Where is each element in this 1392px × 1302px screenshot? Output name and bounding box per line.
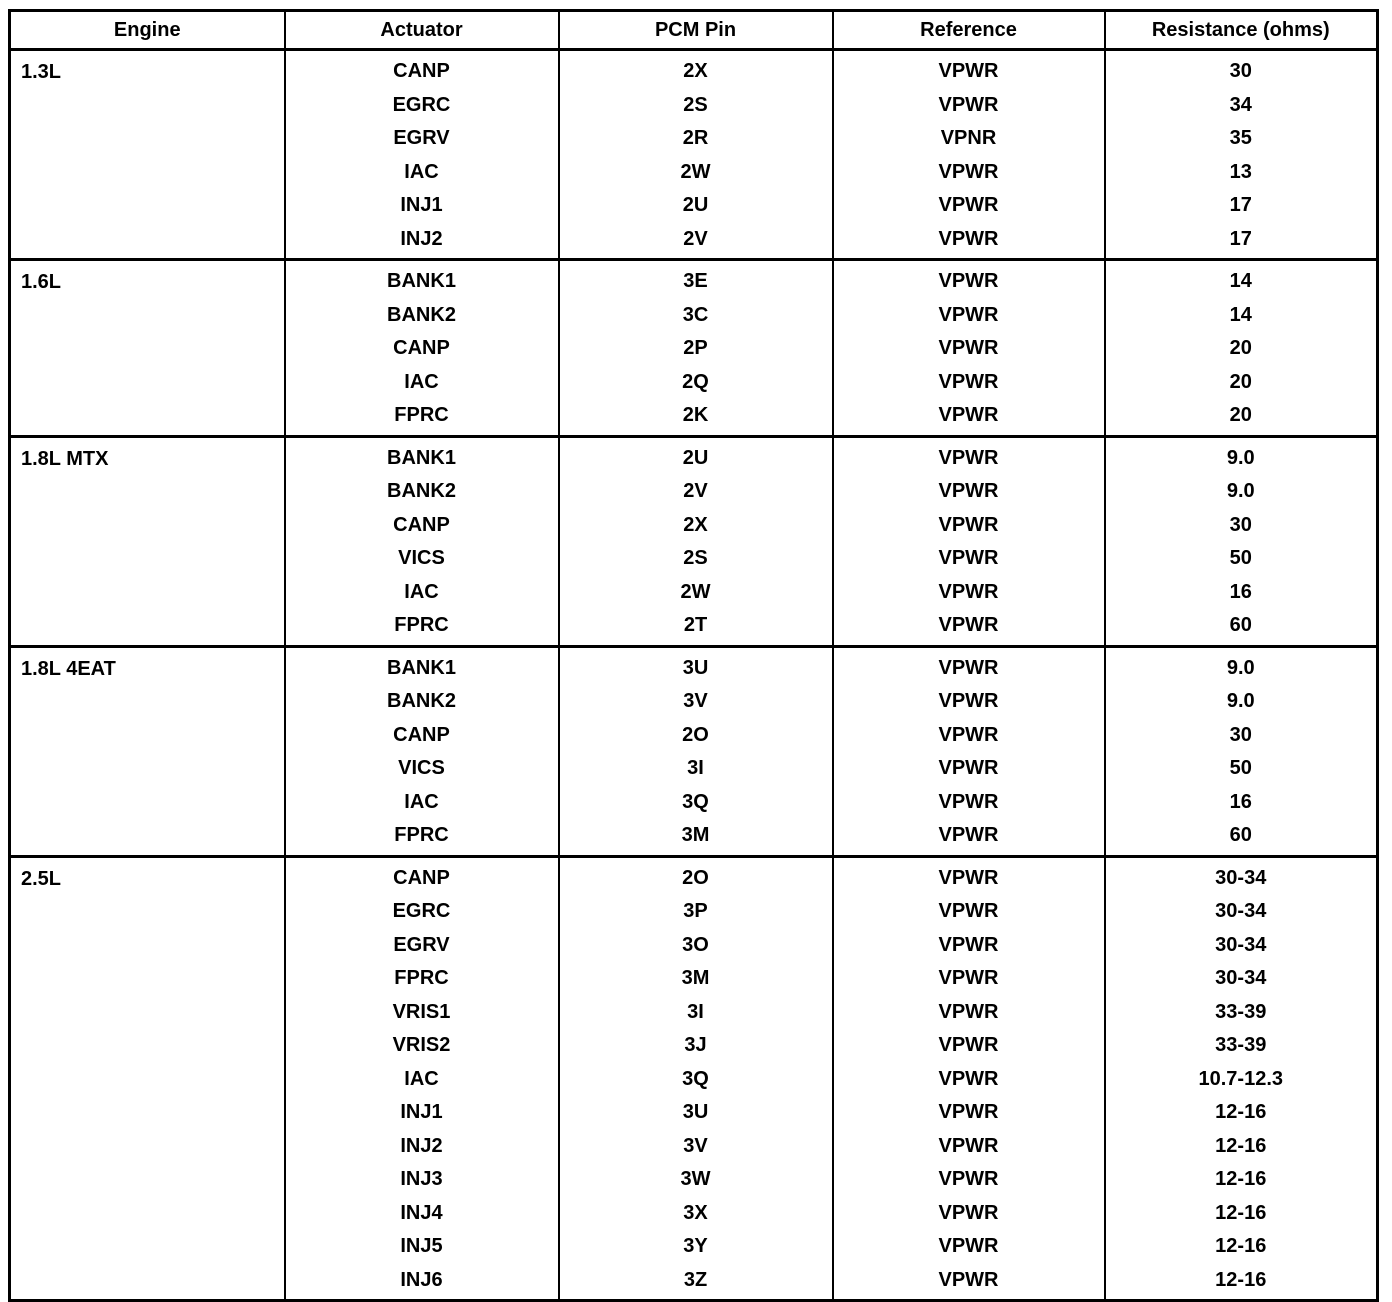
reference-value: VPWR [938,1101,999,1123]
resistance-value: 9.0 [1226,480,1255,502]
reference-cell [833,856,1105,1301]
resistance-value: 30 [1229,60,1252,82]
reference-value: VPWR [938,93,999,116]
resistance-value: 12-16 [1215,1168,1267,1190]
pcm-pin-value: 2W [680,160,711,183]
resistance-value: 17 [1229,194,1252,216]
header-resistance: Resistance (ohms) [1105,11,1378,50]
engine-cell: 2.5L [10,856,285,1301]
actuator-value: CANP [393,723,450,746]
reference-cell [833,260,1105,437]
actuator-value: IAC [404,790,439,813]
pcm-pin-value: 3U [682,656,709,679]
resistance-value: 60 [1229,614,1252,636]
actuator-value: CANP [393,337,450,359]
resistance-value: 14 [1229,270,1252,292]
actuator-value: EGRC [392,900,451,922]
resistance-value: 16 [1229,790,1252,813]
header-pcm-pin: PCM Pin [559,11,833,50]
engine-cell: 1.8L MTX [10,436,285,646]
resistance-cell [1105,436,1378,646]
reference-value: VPWR [938,757,999,779]
reference-value: VPWR [938,614,999,636]
reference-value: VPWR [938,480,999,502]
engine-cell: 1.6L [10,260,285,437]
pcm-pin-value: 2K [682,404,709,426]
pcm-pin-value: 2T [683,614,708,636]
table-row [10,856,1378,1301]
reference-value: VPWR [938,1067,999,1090]
resistance-value: 12-16 [1215,1201,1267,1224]
table-row [10,260,1378,437]
pcm-pin-value: 3P [683,900,708,922]
reference-value: VPWR [938,446,999,469]
pcm-pin-value: 2X [683,60,708,82]
actuator-value: CANP [393,513,450,536]
resistance-cell [1105,646,1378,856]
resistance-value: 13 [1229,160,1252,183]
pcm-pin-value: 3Z [683,1268,708,1291]
pcm-pin-value: 3W [680,1168,711,1190]
actuator-value: INJ1 [400,194,443,216]
resistance-value: 9.0 [1226,690,1255,712]
actuator-value: EGRV [393,127,450,149]
resistance-value: 50 [1229,547,1252,569]
reference-value: VPWR [938,270,999,292]
engine-group [10,50,1378,260]
reference-value: VPWR [938,227,999,250]
resistance-value: 9.0 [1226,446,1255,469]
actuator-value: BANK1 [387,270,456,292]
pcm-pin-value: 2U [682,446,709,469]
pcm-pin-value: 3Y [683,1235,708,1257]
pcm-pin-value: 3V [683,1134,708,1157]
pcm-pin-value: 2S [683,93,708,116]
reference-cell [833,50,1105,260]
reference-value: VPWR [938,933,999,956]
resistance-cell [1105,50,1378,260]
resistance-value: 14 [1229,303,1252,326]
pcm-pin-value: 2V [683,480,708,502]
pcm-pin-value: 3O [682,933,709,956]
pcm-pin-value: 2O [682,866,709,889]
resistance-value: 34 [1229,93,1252,116]
pcm-pin-value: 3X [683,1201,708,1224]
header-row [10,11,1378,50]
resistance-value: 20 [1229,404,1252,426]
reference-value: VPWR [938,656,999,679]
actuator-resistance-table [8,9,1379,1302]
actuator-cell [285,646,559,856]
reference-value: VPWR [938,1268,999,1291]
table-row [10,436,1378,646]
resistance-cell [1105,856,1378,1301]
actuator-value: FPRC [394,614,449,636]
resistance-value: 10.7-12.3 [1198,1067,1283,1090]
reference-value: VPWR [938,160,999,183]
resistance-value: 16 [1229,580,1252,603]
actuator-cell [285,50,559,260]
reference-value: VPWR [938,1134,999,1157]
resistance-value: 60 [1229,824,1252,846]
actuator-value: FPRC [394,824,449,846]
pcm-pin-cell [559,436,833,646]
header-engine: Engine [10,11,285,50]
actuator-value: CANP [393,866,450,889]
actuator-value: IAC [404,580,439,603]
resistance-value: 12-16 [1215,1235,1267,1257]
reference-value: VPWR [938,866,999,889]
resistance-value: 12-16 [1215,1101,1267,1123]
resistance-value: 17 [1229,227,1252,250]
actuator-value: CANP [393,60,450,82]
reference-cell [833,646,1105,856]
reference-value: VPWR [938,513,999,536]
pcm-pin-value: 3M [681,824,710,846]
actuator-value: EGRC [392,93,451,116]
pcm-pin-value: 3C [682,303,709,326]
pcm-pin-value: 2Q [682,370,709,393]
reference-value: VPWR [938,337,999,359]
pcm-pin-value: 2P [683,337,708,359]
reference-value: VPWR [938,303,999,326]
resistance-value: 9.0 [1226,656,1255,679]
pcm-pin-value: 3V [683,690,708,712]
pcm-pin-value: 2W [680,580,711,603]
actuator-value: EGRV [393,933,450,956]
pcm-pin-cell [559,646,833,856]
reference-value: VPWR [938,1034,999,1056]
reference-value: VPWR [938,580,999,603]
pcm-pin-value: 2R [682,127,709,149]
actuator-value: VICS [398,547,445,569]
resistance-value: 35 [1229,127,1252,149]
engine-group [10,436,1378,646]
actuator-value: BANK1 [387,656,456,679]
reference-value: VPWR [938,967,999,989]
actuator-value: INJ6 [400,1268,443,1291]
actuator-value: BANK2 [387,303,456,326]
reference-value: VPWR [938,824,999,846]
actuator-value: BANK2 [387,690,456,712]
reference-value: VPWR [938,1168,999,1190]
reference-value: VPWR [938,404,999,426]
actuator-value: IAC [404,160,439,183]
actuator-value: INJ4 [400,1201,443,1224]
pcm-pin-value: 2X [683,513,708,536]
pcm-pin-value: 2O [682,723,709,746]
engine-group [10,856,1378,1301]
actuator-value: INJ1 [400,1101,443,1123]
pcm-pin-value: 3I [687,1000,704,1023]
actuator-value: INJ2 [400,1134,443,1157]
pcm-pin-value: 3E [683,270,708,292]
resistance-value: 50 [1229,757,1252,779]
table-header [10,11,1378,50]
resistance-value: 12-16 [1215,1134,1267,1157]
actuator-value: BANK2 [387,480,456,502]
actuator-value: FPRC [394,967,449,989]
reference-value: VPWR [938,723,999,746]
pcm-pin-cell [559,856,833,1301]
reference-value: VPWR [938,1235,999,1257]
reference-value: VPWR [938,900,999,922]
actuator-value: INJ2 [400,227,443,250]
actuator-value: BANK1 [387,446,456,469]
table-row [10,646,1378,856]
actuator-value: INJ3 [400,1168,443,1190]
actuator-value: IAC [404,370,439,393]
actuator-cell [285,436,559,646]
actuator-value: IAC [404,1067,439,1090]
header-reference: Reference [833,11,1105,50]
header-actuator: Actuator [285,11,559,50]
pcm-pin-value: 2V [683,227,708,250]
engine-cell: 1.8L 4EAT [10,646,285,856]
reference-value: VPWR [938,1000,999,1023]
engine-group [10,646,1378,856]
resistance-value: 30-34 [1215,967,1267,989]
resistance-value: 30 [1229,513,1252,536]
pcm-pin-cell [559,50,833,260]
resistance-value: 30-34 [1215,866,1267,889]
resistance-value: 20 [1229,370,1252,393]
actuator-value: VRIS1 [392,1000,451,1023]
actuator-value: VICS [398,757,445,779]
actuator-value: FPRC [394,404,449,426]
resistance-value: 30 [1229,723,1252,746]
pcm-pin-value: 3Q [682,1067,709,1090]
pcm-pin-value: 3J [684,1034,707,1056]
reference-value: VPWR [938,547,999,569]
actuator-value: VRIS2 [392,1034,451,1056]
engine-cell: 1.3L [10,50,285,260]
resistance-value: 30-34 [1215,933,1267,956]
resistance-value: 20 [1229,337,1252,359]
actuator-cell [285,856,559,1301]
reference-value: VPWR [938,370,999,393]
resistance-value: 33-39 [1215,1034,1267,1056]
table-row [10,50,1378,260]
actuator-value: INJ5 [400,1235,443,1257]
pcm-pin-value: 2U [682,194,709,216]
engine-group [10,260,1378,437]
actuator-cell [285,260,559,437]
pcm-pin-cell [559,260,833,437]
resistance-value: 30-34 [1215,900,1267,922]
pcm-pin-value: 2S [683,547,708,569]
pcm-pin-value: 3U [682,1101,709,1123]
reference-value: VPWR [938,194,999,216]
resistance-value: 12-16 [1215,1268,1267,1291]
reference-value: VPWR [938,1201,999,1224]
reference-value: VPNR [940,127,997,149]
resistance-cell [1105,260,1378,437]
resistance-value: 33-39 [1215,1000,1267,1023]
reference-cell [833,436,1105,646]
pcm-pin-value: 3M [681,967,710,989]
reference-value: VPWR [938,60,999,82]
reference-value: VPWR [938,790,999,813]
reference-value: VPWR [938,690,999,712]
pcm-pin-value: 3Q [682,790,709,813]
pcm-pin-value: 3I [687,757,704,779]
